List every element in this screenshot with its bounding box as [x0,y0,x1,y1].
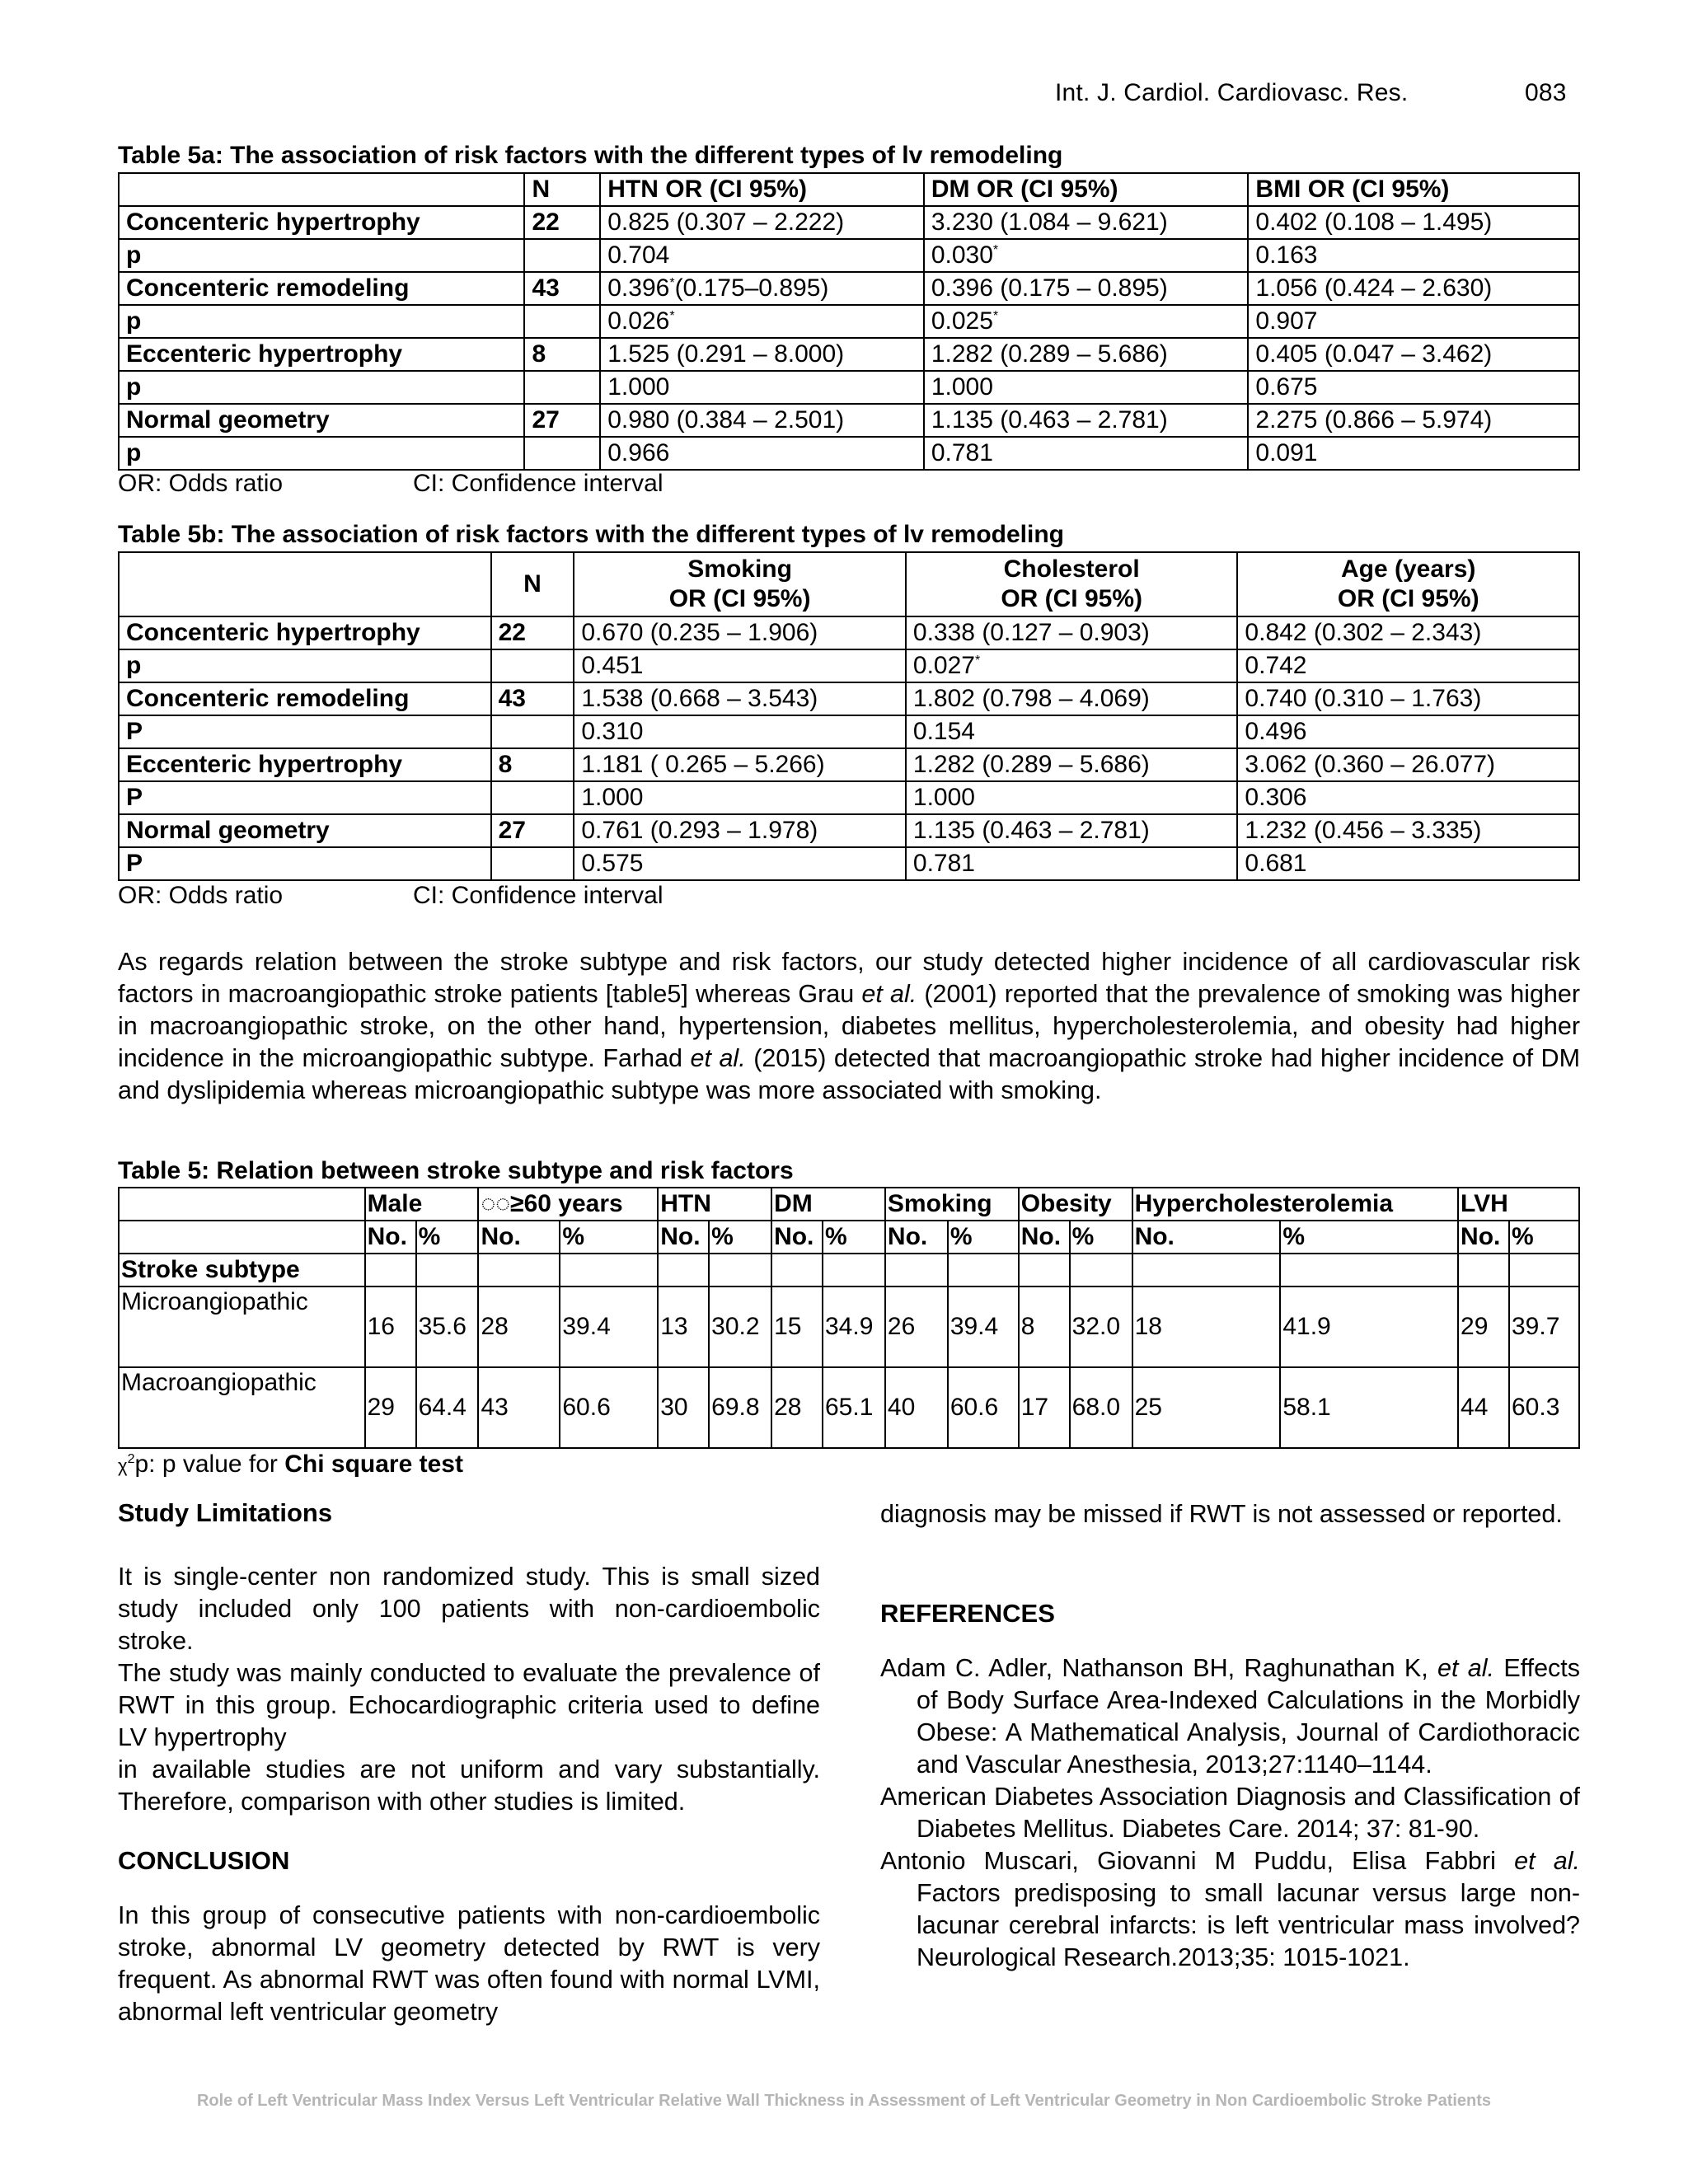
references-list [880,1652,1580,1974]
table-row [119,616,1579,649]
table-cell: 0.027* [906,649,1238,682]
header-label: Smoking [687,555,792,583]
paragraph-text: As regards relation between the stroke subtype and risk factors, our study detected higher incidence of all cardiovascular risk factors in macroangiopathic stroke patients [table5] whereas Grau [118,948,1580,1008]
group-header: Male [365,1188,479,1221]
table-cell [524,305,600,338]
table-cell: 44 [1458,1367,1509,1448]
table-cell: 68.0 [1070,1367,1132,1448]
table-5a-caption: Table 5a: The association of risk factors with the different types of lv remodeling [118,142,1063,169]
reference-text: American Diabetes Association Diagnosis and Classification of Diabetes Mellitus. Diabetes Care. 2014; 37: 81-90. [880,1783,1580,1843]
table-cell: 0.496 [1237,715,1579,748]
table-5b-body [119,616,1579,880]
table-cell [560,1254,658,1286]
table-cell [658,1254,709,1286]
table-row [119,272,1579,305]
table-cell: 1.181 ( 0.265 – 5.266) [574,748,906,781]
table-cell [709,1254,771,1286]
table-cell [524,371,600,404]
table-cell: 0.740 (0.310 – 1.763) [1237,682,1579,715]
table-header-cell: HTN OR (CI 95%) [600,173,924,206]
table-cell: 0.742 [1237,649,1579,682]
chi-note-bold: Chi square test [284,1451,463,1478]
table-cell [1132,1254,1281,1286]
subheader-percent: % [416,1221,479,1254]
subheader-percent: % [1509,1221,1579,1254]
table-cell: 8 [1019,1286,1070,1367]
table-cell: 1.538 (0.668 – 3.543) [574,682,906,715]
table-cell: 1.135 (0.463 – 2.781) [906,814,1238,847]
table-cell [491,781,574,814]
table-cell: 15 [771,1286,823,1367]
table-cell: 64.4 [416,1367,479,1448]
table-cell: 39.4 [560,1286,658,1367]
paragraph-text: (2001) reported that the prevalence of smoking was higher in macroangiopathic stroke, on the other hand, hypertension, diabetes mellitus, hypercholesterolemia, and obesity had higher incidence in the microangiopathic subtype. Farhad [118,980,1581,1072]
table-cell: 32.0 [1070,1286,1132,1367]
header-label: Cholesterol [1003,555,1140,583]
group-header: Obesity [1019,1188,1132,1221]
table-row [119,1286,1579,1367]
table-cell: 1.802 (0.798 – 4.069) [906,682,1238,715]
significance-marker: * [669,276,675,290]
subheader-no: No. [1458,1221,1509,1254]
subheader-no: No. [365,1221,416,1254]
table-row [119,847,1579,880]
table-cell: 60.6 [560,1367,658,1448]
table-cell: 0.396 (0.175 – 0.895) [924,272,1249,305]
row-label: Stroke subtype [119,1254,365,1286]
table-row [119,1367,1579,1448]
table-row [119,437,1579,470]
group-header: HTN [658,1188,771,1221]
confidence-interval-note: CI: Confidence interval [413,882,663,909]
paragraph-text: It is single-center non randomized study. This is small sized study included only 100 patients with non-cardioembolic stroke. [118,1563,820,1655]
study-limitations-text [118,1561,820,1818]
chi-superscript: 2 [127,1452,135,1466]
table-cell: 39.4 [948,1286,1019,1367]
paragraph-text: In this group of consecutive patients with non-cardioembolic stroke, abnormal LV geometry detected by RWT is very frequent. As abnormal RWT was often found with normal LVMI, abnormal left ventricular geometry [118,1901,820,2026]
paragraph-text: in available studies are not uniform and vary substantially. Therefore, comparison with other studies is limited. [118,1755,820,1816]
subheader-no: No. [658,1221,709,1254]
table-5 [118,1187,1580,1449]
table-cell: 1.000 [574,781,906,814]
table-cell [524,437,600,470]
group-header: Hypercholesterolemia [1132,1188,1458,1221]
table-cell [771,1254,823,1286]
table-cell [119,1188,365,1221]
table-cell: 39.7 [1509,1286,1579,1367]
table-row [119,748,1579,781]
table-cell: 1.282 (0.289 – 5.686) [906,748,1238,781]
table-cell: 0.306 [1237,781,1579,814]
row-label: Concenteric remodeling [119,682,491,715]
table-row [119,338,1579,371]
running-header [1055,79,1567,107]
table-5a [118,172,1580,471]
table-cell: 0.825 (0.307 – 2.222) [600,206,924,239]
table-cell: 1.000 [906,781,1238,814]
subheader-no: No. [771,1221,823,1254]
subheader-no: No. [1132,1221,1281,1254]
table-row [119,371,1579,404]
table-cell: 0.310 [574,715,906,748]
row-label: P [119,847,491,880]
chi-symbol: χ [118,1455,128,1476]
table-cell: 34.9 [823,1286,885,1367]
table-header-cell [574,552,906,616]
group-header: DM [771,1188,885,1221]
citation-etal: et al. [1437,1654,1495,1682]
significance-marker: * [992,243,999,257]
reference-text: Antonio Muscari, Giovanni M Puddu, Elisa Fabbri [880,1847,1515,1875]
reference-text: Adam C. Adler, Nathanson BH, Raghunathan K, [880,1654,1438,1682]
table-cell: 28 [771,1367,823,1448]
page-number: 083 [1525,79,1567,106]
reference-item [880,1781,1580,1845]
citation-etal: et al. [861,980,917,1008]
table-cell: 0.154 [906,715,1238,748]
table-cell: 0.675 [1248,371,1579,404]
row-label: p [119,371,524,404]
table-cell [491,847,574,880]
row-label: Normal geometry [119,404,524,437]
table-cell: 65.1 [823,1367,885,1448]
table-cell: 0.338 (0.127 – 0.903) [906,616,1238,649]
table-cell: 8 [491,748,574,781]
table-cell: 40 [885,1367,948,1448]
table-5-body [119,1188,1579,1448]
table-header-cell: BMI OR (CI 95%) [1248,173,1579,206]
table-cell: 2.275 (0.866 – 5.974) [1248,404,1579,437]
significance-marker: * [992,309,999,323]
table-cell: 60.3 [1509,1367,1579,1448]
table-cell: 1.525 (0.291 – 8.000) [600,338,924,371]
table-cell: 22 [524,206,600,239]
reference-text: Factors predisposing to small lacunar versus large non-lacunar cerebral infarcts: is left ventricular mass involved? Neurological Research.2013;35: 1015-1021. [917,1879,1580,1971]
paragraph-text: (2015) detected that macroangiopathic stroke had higher incidence of DM and dyslipidemia whereas microangiopathic subtype was more associated with smoking. [118,1044,1580,1104]
row-label: Eccenteric hypertrophy [119,748,491,781]
subheader-percent: % [709,1221,771,1254]
subheader-percent: % [948,1221,1019,1254]
subheader-percent: % [823,1221,885,1254]
chi-square-note [118,1451,463,1479]
table-cell: 0.402 (0.108 – 1.495) [1248,206,1579,239]
table-row [119,1221,1579,1254]
table-cell: 0.091 [1248,437,1579,470]
table-row [119,1188,1579,1221]
header-sublabel: OR (CI 95%) [1337,585,1479,612]
table-cell: 69.8 [709,1367,771,1448]
table-row [119,781,1579,814]
journal-name: Int. J. Cardiol. Cardiovasc. Res. [1055,79,1409,106]
table-cell [416,1254,479,1286]
table-cell: 1.000 [600,371,924,404]
conclusion-heading: CONCLUSION [118,1846,290,1875]
reference-text: Effects of Body Surface Area-Indexed Calculations in the Morbidly Obese: A Mathematical Analysis, Journal of Cardiothoracic and Vascular Anesthesia, 2013;27:1140–1144. [917,1654,1581,1779]
table-cell [1070,1254,1132,1286]
table-cell: 16 [365,1286,416,1367]
reference-item [880,1652,1580,1781]
table-row [119,715,1579,748]
table-cell [478,1254,560,1286]
table-cell [885,1254,948,1286]
conclusion-text [118,1900,820,2028]
row-label: p [119,305,524,338]
subheader-no: No. [478,1221,560,1254]
paragraph-text: diagnosis may be missed if RWT is not assessed or reported. [880,1500,1563,1528]
table-cell [491,715,574,748]
row-label: P [119,715,491,748]
table-cell: 60.6 [948,1367,1019,1448]
table-cell [491,649,574,682]
table-cell: 0.704 [600,239,924,272]
table-cell: 0.405 (0.047 – 3.462) [1248,338,1579,371]
row-label: Microangiopathic [119,1286,365,1367]
table-row [119,239,1579,272]
table-cell: 0.907 [1248,305,1579,338]
table-cell: 0.396*(0.175–0.895) [600,272,924,305]
table-cell: 0.670 (0.235 – 1.906) [574,616,906,649]
conclusion-continued [880,1498,1580,1530]
table-cell: 22 [491,616,574,649]
table-cell: 0.842 (0.302 – 2.343) [1237,616,1579,649]
table-cell [1280,1254,1458,1286]
group-header: ◌◌≥60 years [478,1188,658,1221]
chi-note-text: p: p value for [134,1451,285,1478]
table-cell: 1.000 [924,371,1249,404]
table-cell: 58.1 [1280,1367,1458,1448]
table-5b-note [118,882,663,910]
row-label: p [119,649,491,682]
references-heading: REFERENCES [880,1599,1055,1628]
table-cell: 25 [1132,1367,1281,1448]
table-cell: 18 [1132,1286,1281,1367]
table-header-cell: DM OR (CI 95%) [924,173,1249,206]
table-header-cell: N [491,552,574,616]
significance-marker: * [974,654,981,668]
header-sublabel: OR (CI 95%) [1001,585,1143,612]
table-cell: 28 [478,1286,560,1367]
table-header-cell [119,173,524,206]
table-cell [1458,1254,1509,1286]
running-footer: Role of Left Ventricular Mass Index Versus Left Ventricular Relative Wall Thickness in Assessment of Left Ventricular Geometry in Non Cardioembolic Stroke Patients [196,2092,1492,2110]
table-row [119,305,1579,338]
subheader-no: No. [1019,1221,1070,1254]
table-cell: 29 [365,1367,416,1448]
table-header-cell: N [524,173,600,206]
table-cell: 8 [524,338,600,371]
table-cell: 30.2 [709,1286,771,1367]
table-cell: 35.6 [416,1286,479,1367]
table-cell [1019,1254,1070,1286]
table-cell [1509,1254,1579,1286]
table-header-cell [119,552,491,616]
odds-ratio-note: OR: Odds ratio [118,882,284,909]
row-label: Concenteric hypertrophy [119,616,491,649]
table-cell [948,1254,1019,1286]
table-row [119,814,1579,847]
subheader-percent: % [1280,1221,1458,1254]
table-cell: 0.026* [600,305,924,338]
table-cell: 1.056 (0.424 – 2.630) [1248,272,1579,305]
table-cell: 0.761 (0.293 – 1.978) [574,814,906,847]
table-cell: 3.230 (1.084 – 9.621) [924,206,1249,239]
table-cell: 0.781 [906,847,1238,880]
table-cell [365,1254,416,1286]
table-cell: 43 [491,682,574,715]
row-label: P [119,781,491,814]
table-cell [119,1221,365,1254]
table-header-cell [1237,552,1579,616]
header-sublabel: OR (CI 95%) [668,585,811,612]
table-cell: 3.062 (0.360 – 26.077) [1237,748,1579,781]
confidence-interval-note: CI: Confidence interval [413,470,663,497]
table-cell: 0.025* [924,305,1249,338]
table-cell: 41.9 [1280,1286,1458,1367]
table-row [119,649,1579,682]
row-label: p [119,437,524,470]
table-cell: 0.681 [1237,847,1579,880]
group-header: Smoking [885,1188,1019,1221]
row-label: Eccenteric hypertrophy [119,338,524,371]
row-label: Macroangiopathic [119,1367,365,1448]
table-cell: 43 [478,1367,560,1448]
table-cell: 43 [524,272,600,305]
table-cell: 17 [1019,1367,1070,1448]
table-cell: 0.781 [924,437,1249,470]
table-cell [524,239,600,272]
table-5a-body [119,206,1579,470]
table-cell: 0.980 (0.384 – 2.501) [600,404,924,437]
table-cell: 0.966 [600,437,924,470]
citation-etal: et al. [690,1044,746,1072]
table-cell: 30 [658,1367,709,1448]
table-5a-note [118,470,663,498]
subheader-no: No. [885,1221,948,1254]
subheader-percent: % [1070,1221,1132,1254]
group-header: LVH [1458,1188,1579,1221]
table-5b [118,551,1580,881]
paragraph-text: The study was mainly conducted to evaluate the prevalence of RWT in this group. Echocardiographic criteria used to define LV hypertrophy [118,1659,820,1751]
table-row [119,206,1579,239]
table-row [119,404,1579,437]
table-cell: 13 [658,1286,709,1367]
table-cell: 29 [1458,1286,1509,1367]
table-cell: 1.282 (0.289 – 5.686) [924,338,1249,371]
reference-item [880,1845,1580,1974]
table-cell: 27 [491,814,574,847]
table-cell: 26 [885,1286,948,1367]
citation-etal: et al. [1514,1847,1580,1875]
table-cell: 27 [524,404,600,437]
table-cell: 0.575 [574,847,906,880]
table-cell: 1.232 (0.456 – 3.335) [1237,814,1579,847]
subheader-percent: % [560,1221,658,1254]
row-label: p [119,239,524,272]
table-header-cell [906,552,1238,616]
table-5-caption: Table 5: Relation between stroke subtype and risk factors [118,1157,794,1184]
table-cell: 0.163 [1248,239,1579,272]
table-5b-caption: Table 5b: The association of risk factors with the different types of lv remodeling [118,521,1064,548]
body-paragraph [118,946,1580,1107]
row-label: Concenteric hypertrophy [119,206,524,239]
header-label: Age (years) [1341,555,1476,583]
odds-ratio-note: OR: Odds ratio [118,470,284,497]
study-limitations-heading: Study Limitations [118,1498,333,1527]
table-cell: 0.451 [574,649,906,682]
table-cell [823,1254,885,1286]
table-row [119,1254,1579,1286]
significance-marker: * [669,309,675,323]
row-label: Normal geometry [119,814,491,847]
table-cell: 1.135 (0.463 – 2.781) [924,404,1249,437]
row-label: Concenteric remodeling [119,272,524,305]
table-cell: 0.030* [924,239,1249,272]
table-row [119,682,1579,715]
